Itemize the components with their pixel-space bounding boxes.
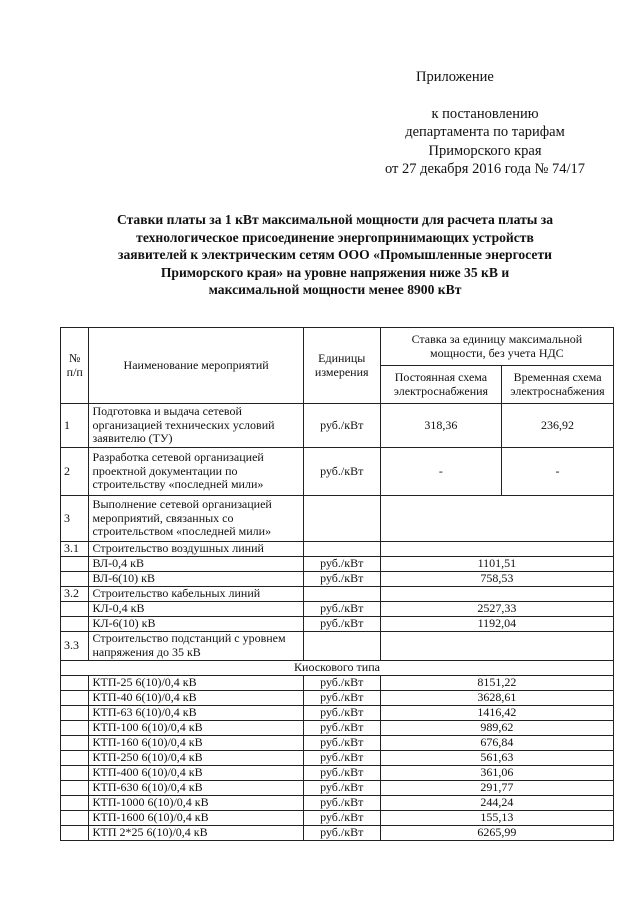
- table-row: [61, 616, 614, 631]
- row-value: 155,13: [380, 810, 613, 825]
- row-unit: руб./кВт: [303, 690, 380, 705]
- row-name: ВЛ-6(10) кВ: [89, 571, 303, 586]
- appendix-line-1: к постановлению: [431, 105, 539, 122]
- table-row: [61, 448, 614, 496]
- row-unit: [303, 542, 380, 557]
- appendix-block: [360, 68, 610, 179]
- row-num: [61, 690, 89, 705]
- row-num: 3.2: [61, 586, 89, 601]
- header-rate: Ставка за единицу максимальной мощности, без учета НДС: [380, 328, 613, 366]
- row-num: [61, 675, 89, 690]
- row-num: 3.3: [61, 631, 89, 660]
- row-num: 2: [61, 448, 89, 496]
- row-name: КЛ-6(10) кВ: [89, 616, 303, 631]
- row-value-temporary: 236,92: [502, 404, 614, 448]
- row-unit: руб./кВт: [303, 404, 380, 448]
- row-name: ВЛ-0,4 кВ: [89, 556, 303, 571]
- row-num: 3: [61, 496, 89, 542]
- table-row: [61, 542, 614, 557]
- row-value: 676,84: [380, 735, 613, 750]
- table-row: [61, 825, 614, 840]
- row-num: [61, 825, 89, 840]
- table-row: [61, 780, 614, 795]
- table-row: [61, 690, 614, 705]
- row-unit: [303, 586, 380, 601]
- row-name: КТП 2*25 6(10)/0,4 кВ: [89, 825, 303, 840]
- title-line-1: Ставки платы за 1 кВт максимальной мощности для расчета платы за: [116, 212, 554, 227]
- row-value-permanent: 318,36: [380, 404, 501, 448]
- row-num: 1: [61, 404, 89, 448]
- row-name: КТП-25 6(10)/0,4 кВ: [89, 675, 303, 690]
- row-value: 758,53: [380, 571, 613, 586]
- header-permanent: Постоянная схема электроснабжения: [380, 366, 501, 404]
- row-name: КТП-1000 6(10)/0,4 кВ: [89, 795, 303, 810]
- table-row: [61, 556, 614, 571]
- row-value: 561,63: [380, 750, 613, 765]
- appendix-title: Приложение: [416, 69, 494, 85]
- table-row: [61, 705, 614, 720]
- table-row: [61, 601, 614, 616]
- row-name: Строительство воздушных линий: [89, 542, 303, 557]
- row-unit: руб./кВт: [303, 601, 380, 616]
- title-line-4: Приморского края» на уровне напряжения ниже 35 кВ и: [160, 264, 510, 280]
- row-value: [380, 586, 613, 601]
- table-row: [61, 571, 614, 586]
- row-value: 361,06: [380, 765, 613, 780]
- row-name: КТП-400 6(10)/0,4 кВ: [89, 765, 303, 780]
- table-row: [61, 586, 614, 601]
- row-num: [61, 735, 89, 750]
- row-num: [61, 780, 89, 795]
- row-num: [61, 616, 89, 631]
- row-num: [61, 571, 89, 586]
- table-row: [61, 765, 614, 780]
- row-num: 3.1: [61, 542, 89, 557]
- row-unit: руб./кВт: [303, 448, 380, 496]
- row-value: 6265,99: [380, 825, 613, 840]
- row-num: [61, 795, 89, 810]
- row-num: [61, 705, 89, 720]
- row-unit: [303, 496, 380, 542]
- row-num: [61, 810, 89, 825]
- table-row: [61, 631, 614, 660]
- table-row: [61, 795, 614, 810]
- appendix-line-3: Приморского края: [428, 142, 542, 159]
- row-unit: руб./кВт: [303, 735, 380, 750]
- row-value: [380, 542, 613, 557]
- row-value: 291,77: [380, 780, 613, 795]
- header-row: [61, 328, 614, 366]
- row-num: [61, 720, 89, 735]
- row-unit: руб./кВт: [303, 765, 380, 780]
- document-title: [70, 211, 600, 299]
- row-value-temporary: -: [502, 448, 614, 496]
- row-name: КТП-160 6(10)/0,4 кВ: [89, 735, 303, 750]
- row-name: КТП-100 6(10)/0,4 кВ: [89, 720, 303, 735]
- row-num: [61, 765, 89, 780]
- row-value: 989,62: [380, 720, 613, 735]
- row-name: КТП-250 6(10)/0,4 кВ: [89, 750, 303, 765]
- row-value: 2527,33: [380, 601, 613, 616]
- row-name: Выполнение сетевой организацией мероприятий, связанных со строительством «последней мили»: [89, 496, 303, 542]
- row-unit: [303, 631, 380, 660]
- row-unit: руб./кВт: [303, 750, 380, 765]
- table-row: [61, 810, 614, 825]
- row-name: Строительство кабельных линий: [89, 586, 303, 601]
- row-unit: руб./кВт: [303, 810, 380, 825]
- appendix-line-2: департамента по тарифам: [405, 124, 565, 140]
- title-line-5: максимальной мощности менее 8900 кВт: [208, 282, 462, 297]
- rates-table: [60, 327, 614, 841]
- row-value: 1416,42: [380, 705, 613, 720]
- row-num: [61, 556, 89, 571]
- row-value: 3628,61: [380, 690, 613, 705]
- row-unit: руб./кВт: [303, 705, 380, 720]
- section-label: Киоскового типа: [61, 660, 614, 675]
- table-row: [61, 404, 614, 448]
- row-num: [61, 750, 89, 765]
- row-value: [380, 631, 613, 660]
- row-num: [61, 601, 89, 616]
- row-name: КТП-630 6(10)/0,4 кВ: [89, 780, 303, 795]
- header-unit: Единицы измерения: [303, 328, 380, 404]
- header-name: Наименование мероприятий: [89, 328, 303, 404]
- row-value-permanent: -: [380, 448, 501, 496]
- table-row: [61, 735, 614, 750]
- table-row: [61, 720, 614, 735]
- row-unit: руб./кВт: [303, 675, 380, 690]
- row-unit: руб./кВт: [303, 616, 380, 631]
- row-name: Подготовка и выдача сетевой организацией технических условий заявителю (ТУ): [89, 404, 303, 448]
- section-row-kiosk: [61, 660, 614, 675]
- row-value: 244,24: [380, 795, 613, 810]
- row-name: Строительство подстанций с уровнем напряжения до 35 кВ: [89, 631, 303, 660]
- row-value: 1192,04: [380, 616, 613, 631]
- row-unit: руб./кВт: [303, 720, 380, 735]
- title-line-3: заявителей к электрическим сетям ООО «Промышленные энергосети: [118, 247, 552, 262]
- title-line-2: технологическое присоединение энергопринимающих устройств: [136, 229, 534, 245]
- row-unit: руб./кВт: [303, 780, 380, 795]
- row-value: [380, 496, 613, 542]
- row-value: 1101,51: [380, 556, 613, 571]
- row-name: КЛ-0,4 кВ: [89, 601, 303, 616]
- row-name: КТП-1600 6(10)/0,4 кВ: [89, 810, 303, 825]
- row-unit: руб./кВт: [303, 556, 380, 571]
- table-row: [61, 496, 614, 542]
- table-row: [61, 750, 614, 765]
- header-num: № п/п: [61, 328, 89, 404]
- row-name: КТП-40 6(10)/0,4 кВ: [89, 690, 303, 705]
- row-unit: руб./кВт: [303, 825, 380, 840]
- row-name: Разработка сетевой организацией проектной документации по строительству «последней мили»: [89, 448, 303, 496]
- header-temporary: Временная схема электроснабжения: [502, 366, 614, 404]
- row-value: 8151,22: [380, 675, 613, 690]
- table-row: [61, 675, 614, 690]
- row-unit: руб./кВт: [303, 571, 380, 586]
- appendix-line-4: от 27 декабря 2016 года № 74/17: [384, 161, 586, 177]
- row-unit: руб./кВт: [303, 795, 380, 810]
- row-name: КТП-63 6(10)/0,4 кВ: [89, 705, 303, 720]
